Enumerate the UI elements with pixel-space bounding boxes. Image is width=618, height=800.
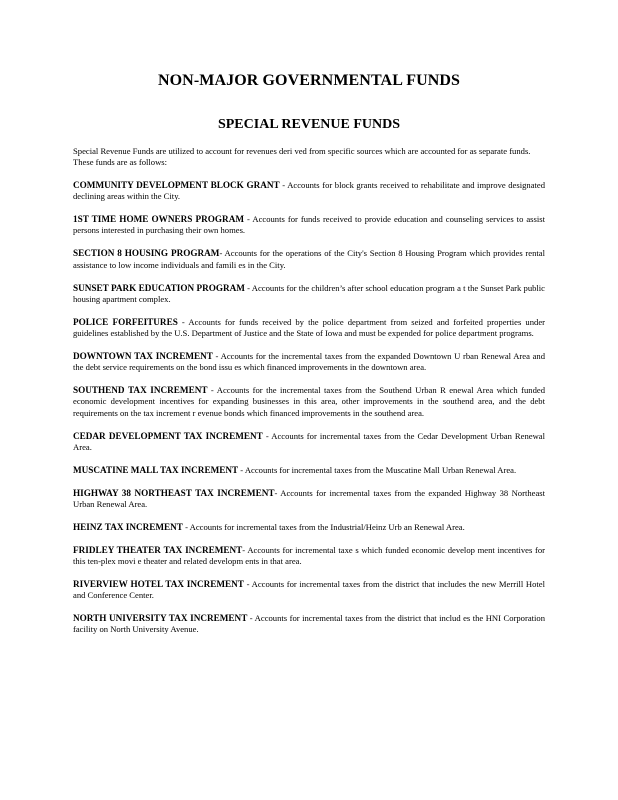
fund-description: - Accounts for incremental taxes from the district that includes the new Merrill Hotel and Conference Center.	[73, 578, 545, 601]
fund-name: SOUTHEND TAX INCREMENT	[73, 385, 208, 396]
fund-name: POLICE FORFEITURES	[73, 316, 178, 327]
fund-description: - Accounts for incremental taxes from the Industrial/Heinz Urb an Renewal Area.	[182, 521, 465, 532]
fund-entry	[73, 385, 545, 419]
fund-description: - Accounts for funds received by the police department from seized and forfeited properties under guidelines established by the U.S. Department of Justice and the State of Iowa and must be expended for police department programs.	[73, 316, 545, 339]
fund-entry	[73, 579, 545, 602]
fund-list	[73, 180, 545, 647]
fund-name: SUNSET PARK EDUCATION PROGRAM	[73, 282, 245, 293]
fund-name: CEDAR DEVELOPMENT TAX INCREMENT	[73, 430, 263, 441]
fund-entry	[73, 522, 545, 533]
fund-name: DOWNTOWN TAX INCREMENT	[73, 350, 213, 361]
fund-description: - Accounts for the children’s after school education program a t the Sunset Park public housing apartment complex.	[73, 282, 545, 304]
fund-entry	[73, 248, 545, 271]
fund-description: - Accounts for block grants received to rehabilitate and improve designated declining areas within the City.	[73, 180, 546, 202]
fund-entry	[73, 317, 545, 340]
fund-name: HEINZ TAX INCREMENT	[73, 521, 183, 532]
fund-name: HIGHWAY 38 NORTHEAST TAX INCREMENT	[73, 487, 275, 498]
fund-entry	[73, 431, 545, 454]
fund-entry	[73, 283, 545, 306]
fund-name: SECTION 8 HOUSING PROGRAM	[73, 248, 220, 259]
fund-description: - Accounts for incremental taxes from the Muscatine Mall Urban Renewal Area.	[238, 464, 517, 475]
fund-description: - Accounts for the operations of the City's Section 8 Housing Program which provides rental assistance to low income individuals and famili es in the City.	[73, 248, 545, 270]
fund-entry	[73, 180, 545, 203]
fund-description: - Accounts for the incremental taxes from the Southend Urban R enewal Area which funded economic development incentives for expanding businesses in this area, other improvements in the southend area, and the debt requirements on the tax increment r evenue bonds which financed improvements in the southend area.	[73, 385, 545, 418]
fund-name: COMMUNITY DEVELOPMENT BLOCK GRANT	[73, 180, 280, 190]
fund-entry	[73, 351, 545, 374]
fund-name: FRIDLEY THEATER TAX INCREMENT	[73, 544, 243, 555]
section-title: SPECIAL REVENUE FUNDS	[217, 117, 401, 132]
fund-description: - Accounts for incremental taxes from the Cedar Development Urban Renewal Area.	[73, 430, 545, 452]
fund-description: - Accounts for the incremental taxes from the expanded Downtown U rban Renewal Area and the debt service requirements on the bond issu es which financed improvements in the downtown area.	[73, 350, 545, 373]
fund-name: RIVERVIEW HOTEL TAX INCREMENT	[73, 578, 244, 589]
fund-entry	[73, 488, 545, 511]
fund-name: MUSCATINE MALL TAX INCREMENT	[73, 464, 239, 475]
fund-description: - Accounts for incremental taxe s which funded economic develop ment incentives for this ten-plex movi e theater and related developm ents in that area.	[73, 544, 545, 567]
fund-entry	[73, 545, 545, 568]
fund-entry	[73, 465, 545, 476]
fund-name: NORTH UNIVERSITY TAX INCREMENT	[73, 613, 248, 624]
page-title: NON-MAJOR GOVERNMENTAL FUNDS	[157, 72, 461, 89]
intro-paragraph: Special Revenue Funds are utilized to account for revenues deri ved from specific sources which are accounted for as separate funds. These funds are as follows:	[73, 146, 531, 168]
fund-entry	[73, 613, 545, 636]
fund-entry	[73, 214, 545, 237]
fund-description: - Accounts for incremental taxes from the expanded Highway 38 Northeast Urban Renewal Area.	[73, 487, 545, 509]
fund-name: 1ST TIME HOME OWNERS PROGRAM	[73, 214, 244, 225]
fund-description: - Accounts for funds received to provide education and counseling services to assist persons interested in purchasing their own homes.	[73, 214, 545, 236]
fund-description: - Accounts for incremental taxes from the district that includ es the HNI Corporation facility on North University Avenue.	[73, 613, 546, 635]
